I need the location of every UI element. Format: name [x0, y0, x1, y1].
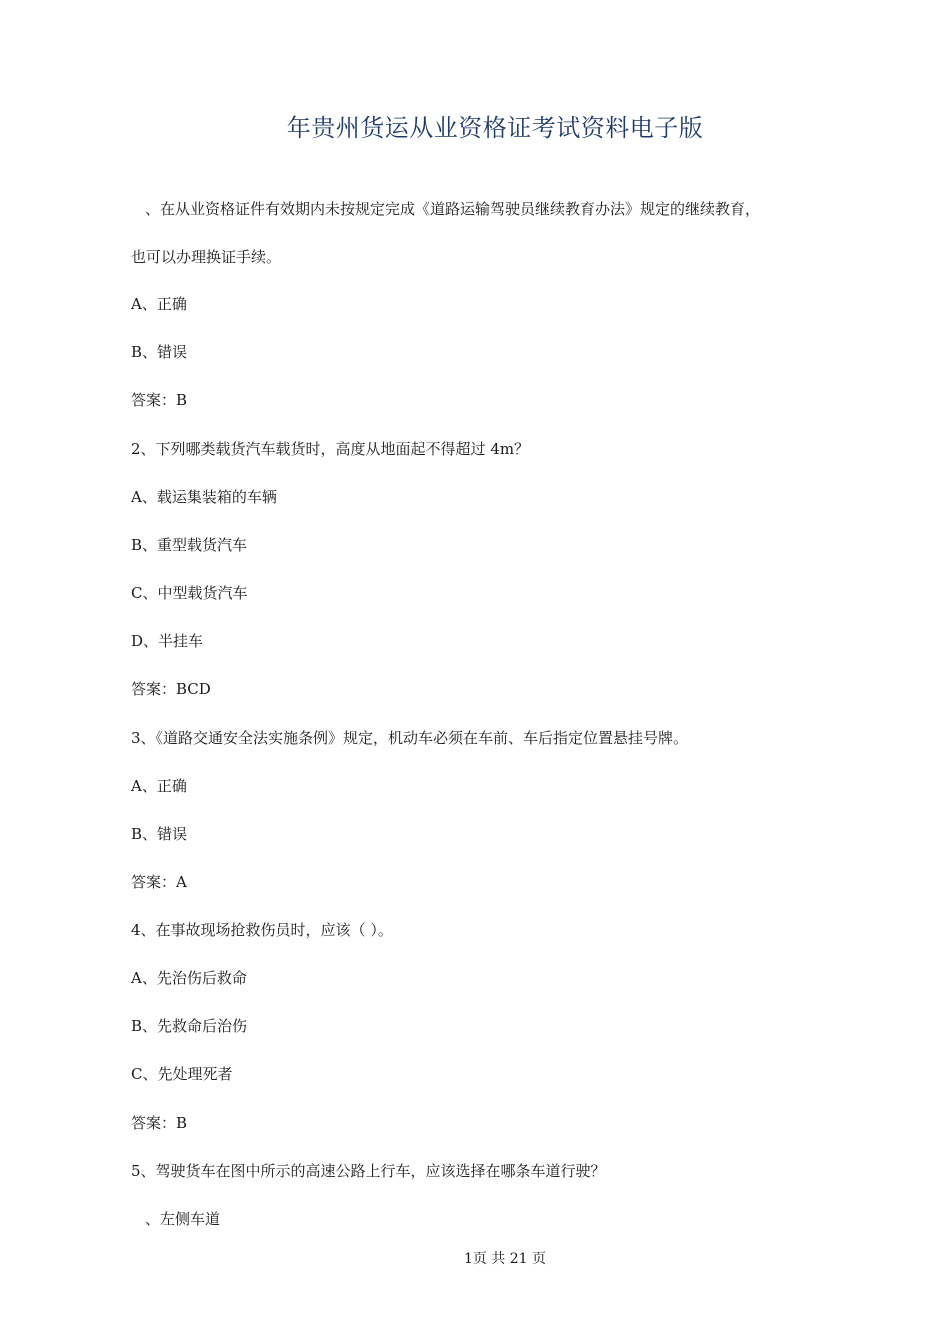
question-2-answer: 答案：BCD	[131, 680, 211, 698]
question-2-option-a: A、载运集装箱的车辆	[131, 488, 277, 506]
question-4-option-c: C、先处理死者	[131, 1065, 233, 1083]
question-1-text-line-1: 、在从业资格证件有效期内未按规定完成《道路运输驾驶员继续教育办法》规定的继续教育，	[145, 200, 761, 218]
page-number-footer: 1页 共 21 页	[463, 1251, 547, 1267]
question-5-option-a: 、左侧车道	[145, 1210, 221, 1228]
question-3-text: 3、《道路交通安全法实施条例》规定，机动车必须在车前、车后指定位置悬挂号牌。	[131, 729, 689, 747]
question-2-option-c: C、中型载货汽车	[131, 584, 248, 602]
question-3-option-b: B、错误	[131, 825, 188, 843]
document-title: 年贵州货运从业资格证考试资料电子版	[286, 114, 704, 142]
question-5-text: 5、驾驶货车在图中所示的高速公路上行车，应该选择在哪条车道行驶？	[131, 1162, 606, 1180]
question-1-text-line-2: 也可以办理换证手续。	[131, 248, 282, 266]
question-2-option-b: B、重型载货汽车	[131, 536, 248, 554]
question-2-text: 2、下列哪类载货汽车载货时，高度从地面起不得超过 4m？	[131, 440, 530, 458]
question-4-option-a: A、先治伤后救命	[131, 969, 247, 987]
question-3-answer: 答案：A	[131, 873, 187, 891]
question-2-option-d: D、半挂车	[131, 632, 204, 650]
question-1-option-b: B、错误	[131, 343, 188, 361]
question-1-option-a: A、正确	[131, 295, 187, 313]
question-3-option-a: A、正确	[131, 777, 187, 795]
question-4-answer: 答案：B	[131, 1114, 188, 1132]
question-4-option-b: B、先救命后治伤	[131, 1017, 248, 1035]
question-4-text: 4、在事故现场抢救伤员时，应该（ ）。	[131, 921, 393, 939]
question-1-answer: 答案：B	[131, 391, 188, 409]
